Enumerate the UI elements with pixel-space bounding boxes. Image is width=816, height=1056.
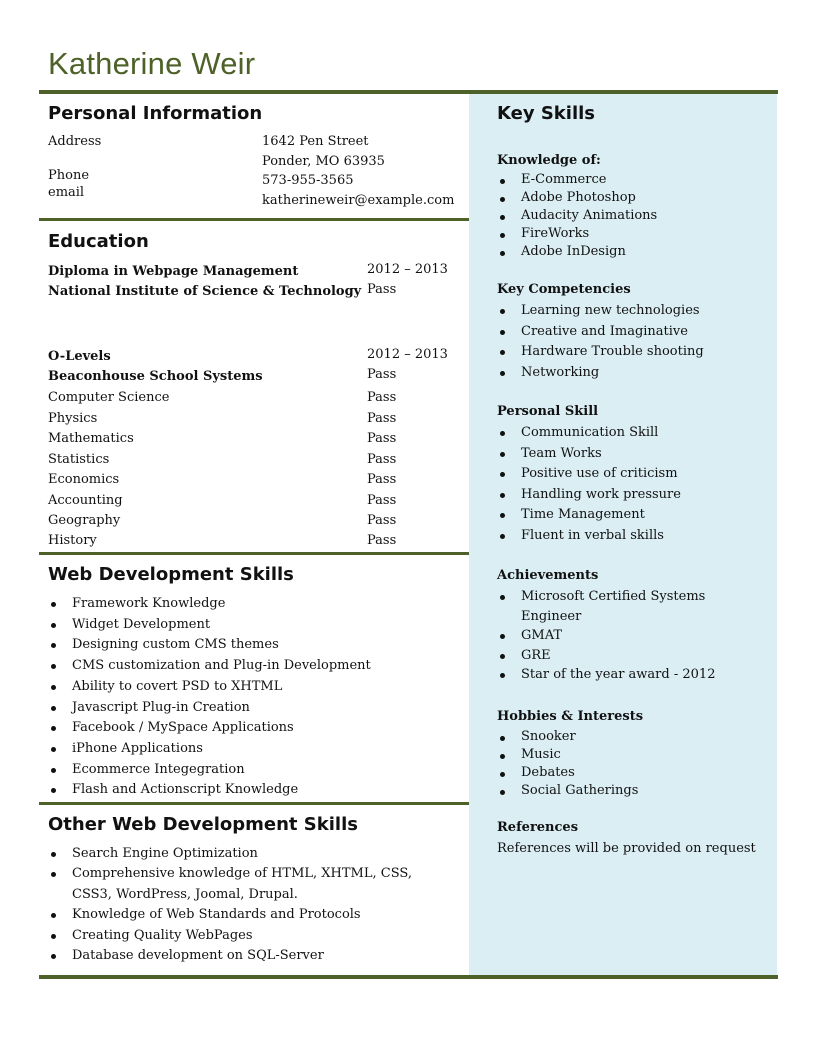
resume-name: Katherine Weir	[48, 46, 256, 81]
list-item: Positive use of criticism	[497, 464, 767, 485]
list-item: Flash and Actionscript Knowledge	[48, 780, 458, 801]
phone-label: Phone	[48, 168, 90, 183]
achievements-heading: Achievements	[497, 568, 599, 583]
list-item: Team Works	[497, 444, 767, 465]
personal-skill-list	[497, 423, 767, 547]
hobbies-list	[497, 728, 767, 800]
list-item: iPhone Applications	[48, 739, 458, 760]
subject-name: Mathematics	[48, 431, 134, 446]
list-item: Adobe Photoshop	[497, 189, 767, 207]
phone-value: 573-955-3565	[262, 173, 354, 188]
subject-name: Accounting	[48, 493, 123, 508]
subject-name: Computer Science	[48, 390, 170, 405]
list-item: Star of the year award - 2012	[497, 665, 717, 685]
references-text: References will be provided on request	[497, 841, 756, 856]
list-item: Music	[497, 746, 767, 764]
list-item: FireWorks	[497, 225, 767, 243]
list-item: Designing custom CMS themes	[48, 635, 458, 656]
subject-result: Pass	[367, 472, 397, 487]
list-item: GRE	[497, 646, 717, 666]
diploma-title: Diploma in Webpage Management	[48, 264, 299, 279]
subject-name: History	[48, 533, 97, 548]
subject-name: Geography	[48, 513, 121, 528]
list-item: Ability to covert PSD to XHTML	[48, 677, 458, 698]
knowledge-heading: Knowledge of:	[497, 153, 601, 168]
email-value: katherineweir@example.com	[262, 193, 455, 208]
key-skills-heading: Key Skills	[497, 103, 595, 124]
list-item: Widget Development	[48, 615, 458, 636]
achievements-list	[497, 587, 717, 685]
hobbies-heading: Hobbies & Interests	[497, 709, 644, 724]
list-item: Framework Knowledge	[48, 594, 458, 615]
list-item: GMAT	[497, 626, 717, 646]
personal-skill-heading: Personal Skill	[497, 404, 599, 419]
subject-result: Pass	[367, 513, 397, 528]
education-rule	[39, 218, 469, 221]
list-item: Facebook / MySpace Applications	[48, 718, 458, 739]
list-item: Networking	[497, 363, 767, 384]
diploma-year: 2012 – 2013	[367, 262, 448, 277]
email-label: email	[48, 185, 85, 200]
list-item: Debates	[497, 764, 767, 782]
competencies-heading: Key Competencies	[497, 282, 631, 297]
list-item: Handling work pressure	[497, 485, 767, 506]
list-item: Database development on SQL-Server	[48, 946, 428, 966]
list-item: E-Commerce	[497, 171, 767, 189]
school-name: Beaconhouse School Systems	[48, 369, 263, 384]
bottom-rule	[39, 975, 778, 979]
list-item: Social Gatherings	[497, 782, 767, 800]
list-item: Knowledge of Web Standards and Protocols	[48, 905, 428, 925]
personal-info-heading: Personal Information	[48, 103, 263, 124]
other-skills-list	[48, 844, 428, 966]
subject-name: Physics	[48, 411, 98, 426]
other-skills-rule	[39, 802, 469, 805]
olevels-title: O-Levels	[48, 349, 111, 364]
subject-result: Pass	[367, 533, 397, 548]
subject-name: Economics	[48, 472, 120, 487]
list-item: Snooker	[497, 728, 767, 746]
list-item: Search Engine Optimization	[48, 844, 428, 864]
subject-result: Pass	[367, 452, 397, 467]
list-item: Microsoft Certified Systems Engineer	[497, 587, 717, 626]
web-skills-list	[48, 594, 458, 801]
education-heading: Education	[48, 231, 149, 252]
other-skills-heading: Other Web Development Skills	[48, 814, 358, 835]
list-item: Comprehensive knowledge of HTML, XHTML, CSS, CSS3, WordPress, Joomal, Drupal.	[48, 864, 428, 905]
web-skills-rule	[39, 552, 469, 555]
competencies-list	[497, 301, 767, 383]
list-item: Fluent in verbal skills	[497, 526, 767, 547]
subject-name: Statistics	[48, 452, 110, 467]
institute-result: Pass	[367, 282, 397, 297]
top-rule	[39, 90, 778, 94]
list-item: Adobe InDesign	[497, 243, 767, 261]
subject-result: Pass	[367, 390, 397, 405]
list-item: Creative and Imaginative	[497, 322, 767, 343]
institute-name: National Institute of Science & Technology	[48, 284, 362, 299]
references-heading: References	[497, 820, 579, 835]
address-label: Address	[48, 134, 102, 149]
subject-result: Pass	[367, 493, 397, 508]
list-item: Communication Skill	[497, 423, 767, 444]
list-item: CMS customization and Plug-in Development	[48, 656, 458, 677]
list-item: Javascript Plug-in Creation	[48, 698, 458, 719]
list-item: Ecommerce Integegration	[48, 760, 458, 781]
knowledge-list	[497, 171, 767, 261]
list-item: Creating Quality WebPages	[48, 926, 428, 946]
list-item: Time Management	[497, 505, 767, 526]
subject-result: Pass	[367, 431, 397, 446]
list-item: Learning new technologies	[497, 301, 767, 322]
school-result: Pass	[367, 367, 397, 382]
list-item: Hardware Trouble shooting	[497, 342, 767, 363]
olevels-year: 2012 – 2013	[367, 347, 448, 362]
web-skills-heading: Web Development Skills	[48, 564, 294, 585]
address-line2: Ponder, MO 63935	[262, 154, 385, 169]
list-item: Audacity Animations	[497, 207, 767, 225]
address-line1: 1642 Pen Street	[262, 134, 369, 149]
subject-result: Pass	[367, 411, 397, 426]
